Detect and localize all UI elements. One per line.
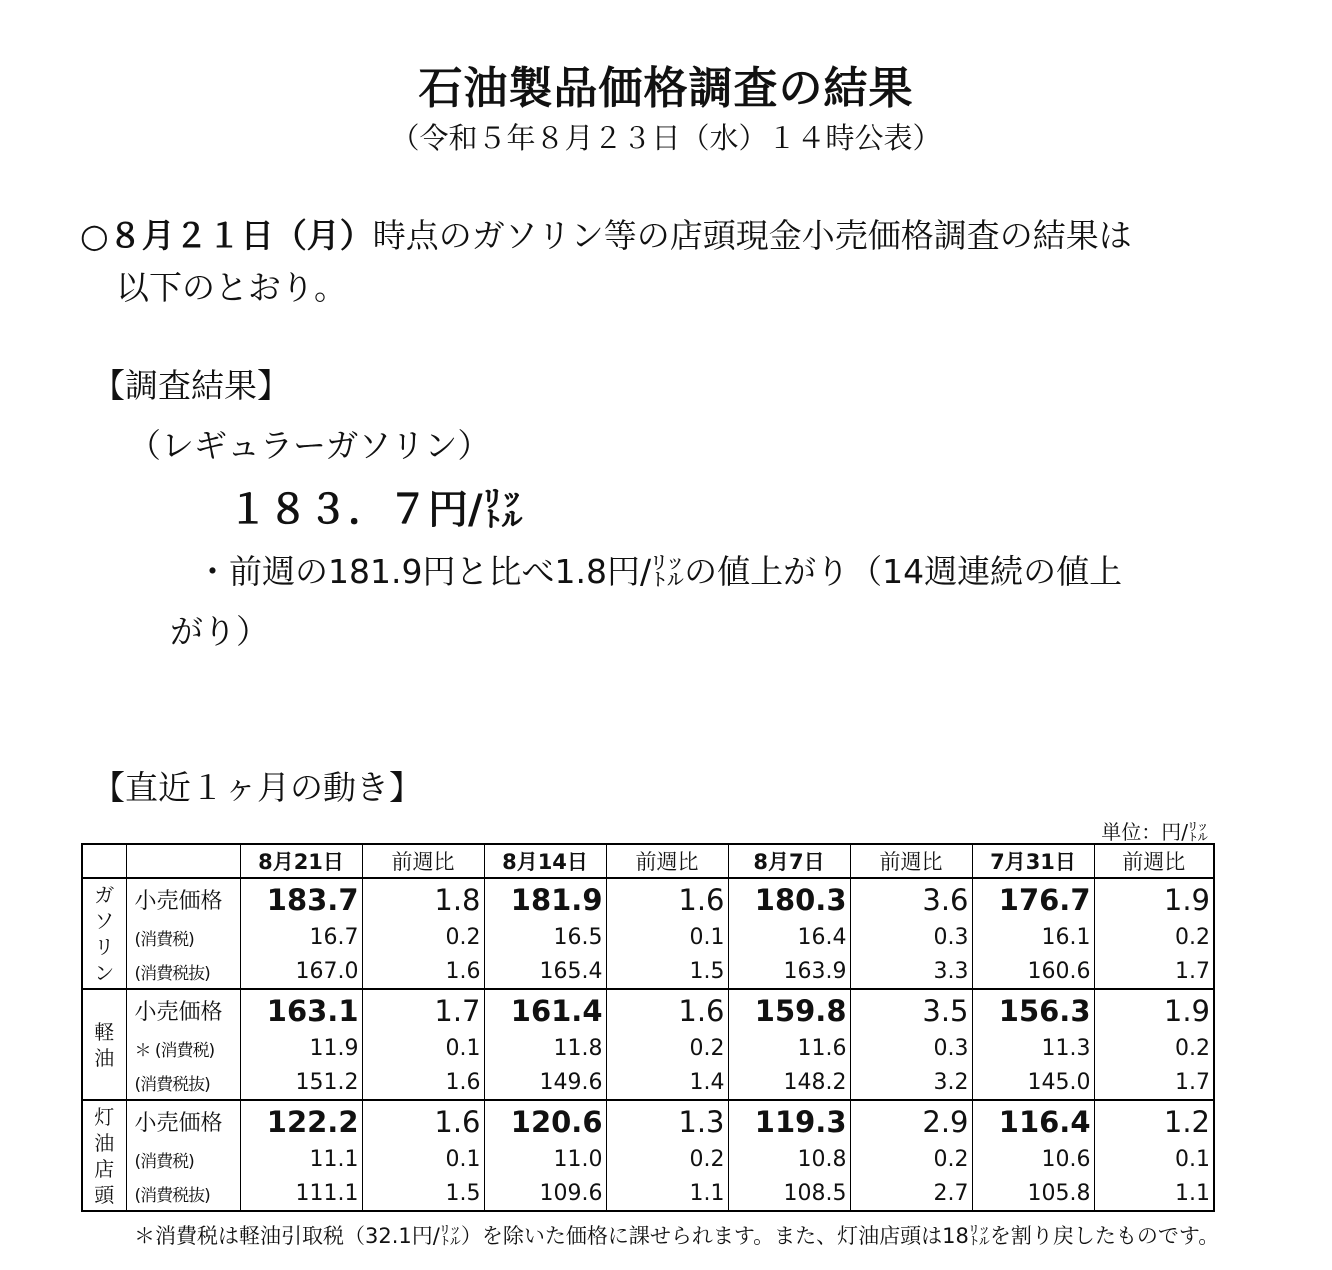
change-cell: 3.2: [850, 1065, 972, 1100]
price-cell: 108.5: [728, 1176, 850, 1211]
row-label-cell: (消費税): [126, 1142, 240, 1176]
table-row: [82, 1065, 1214, 1100]
page-title: 石油製品価格調査の結果: [418, 63, 914, 114]
row-label-cell: (消費税抜): [126, 1065, 240, 1100]
price-cell: 151.2: [240, 1065, 362, 1100]
change-cell: 1.5: [606, 954, 728, 989]
change-cell: 0.3: [850, 920, 972, 954]
row-label-cell: (消費税抜): [126, 954, 240, 989]
regular-gasoline-price: １８３．７円/㍑: [228, 487, 523, 533]
table-row: [82, 878, 1214, 920]
header-date-cell: 7月31日: [972, 844, 1094, 878]
price-cell: 10.8: [728, 1142, 850, 1176]
row-label-cell: ＊ (消費税): [126, 1031, 240, 1065]
header-cell: [82, 844, 126, 878]
price-cell: 105.8: [972, 1176, 1094, 1211]
row-label-cell: 小売価格: [126, 1100, 240, 1142]
price-cell: 11.9: [240, 1031, 362, 1065]
header-date-cell: 8月21日: [240, 844, 362, 878]
survey-date: ８月２１日（月）: [108, 216, 373, 255]
change-cell: 0.2: [362, 920, 484, 954]
price-cell: 120.6: [484, 1100, 606, 1142]
category-cell: ガソリン: [82, 878, 126, 989]
table-row: [82, 1142, 1214, 1176]
price-cell: 11.3: [972, 1031, 1094, 1065]
price-cell: 159.8: [728, 989, 850, 1031]
price-cell: 149.6: [484, 1065, 606, 1100]
change-cell: 1.7: [362, 989, 484, 1031]
change-cell: 0.1: [1094, 1142, 1214, 1176]
bullet-mark: ○: [80, 216, 109, 255]
price-cell: 11.1: [240, 1142, 362, 1176]
price-cell: 122.2: [240, 1100, 362, 1142]
price-cell: 161.4: [484, 989, 606, 1031]
price-cell: 163.1: [240, 989, 362, 1031]
change-cell: 1.7: [1094, 954, 1214, 989]
diesel-group: [82, 989, 1214, 1100]
change-cell: 0.2: [606, 1031, 728, 1065]
change-cell: 2.9: [850, 1100, 972, 1142]
price-cell: 11.6: [728, 1031, 850, 1065]
price-cell: 119.3: [728, 1100, 850, 1142]
category-cell: 軽油: [82, 989, 126, 1100]
survey-results-heading: 【調査結果】: [92, 366, 290, 405]
row-label-cell: 小売価格: [126, 989, 240, 1031]
change-cell: 0.1: [362, 1031, 484, 1065]
table-row: [82, 989, 1214, 1031]
price-cell: 160.6: [972, 954, 1094, 989]
table-row: [82, 920, 1214, 954]
change-cell: 1.6: [362, 1065, 484, 1100]
lead-text: 時点のガソリン等の店頭現金小売価格調査の結果は: [372, 216, 1132, 255]
price-cell: 183.7: [240, 878, 362, 920]
change-cell: 3.5: [850, 989, 972, 1031]
change-cell: 1.8: [362, 878, 484, 920]
table-header-row: [82, 844, 1214, 878]
lead-paragraph-line2: 以下のとおり。: [116, 268, 347, 307]
weekly-comparison-line1: ・前週の181.9円と比べ1.8円/㍑の値上がり（14週連続の値上: [196, 552, 1123, 591]
change-cell: 1.5: [362, 1176, 484, 1211]
recent-month-heading: 【直近１ヶ月の動き】: [92, 768, 422, 807]
kerosene-group: [82, 1100, 1214, 1211]
change-cell: 3.6: [850, 878, 972, 920]
change-cell: 1.1: [1094, 1176, 1214, 1211]
change-cell: 1.7: [1094, 1065, 1214, 1100]
change-cell: 0.1: [606, 920, 728, 954]
table-row: [82, 1176, 1214, 1211]
change-cell: 0.2: [1094, 1031, 1214, 1065]
price-cell: 109.6: [484, 1176, 606, 1211]
price-cell: 16.4: [728, 920, 850, 954]
change-cell: 1.6: [362, 1100, 484, 1142]
price-cell: 16.7: [240, 920, 362, 954]
change-cell: 1.6: [362, 954, 484, 989]
header-date-cell: 8月14日: [484, 844, 606, 878]
price-cell: 148.2: [728, 1065, 850, 1100]
price-cell: 16.5: [484, 920, 606, 954]
price-table: [81, 843, 1215, 1212]
weekly-comparison-line2: がり）: [170, 612, 269, 651]
header-date-cell: 8月7日: [728, 844, 850, 878]
table-row: [82, 954, 1214, 989]
change-cell: 0.1: [362, 1142, 484, 1176]
price-cell: 163.9: [728, 954, 850, 989]
price-cell: 181.9: [484, 878, 606, 920]
gasoline-group: [82, 878, 1214, 989]
regular-gasoline-heading: （レギュラーガソリン）: [128, 426, 491, 465]
header-change-cell: 前週比: [362, 844, 484, 878]
table-row: [82, 1100, 1214, 1142]
price-cell: 180.3: [728, 878, 850, 920]
table-row: [82, 1031, 1214, 1065]
price-cell: 111.1: [240, 1176, 362, 1211]
price-cell: 165.4: [484, 954, 606, 989]
change-cell: 1.3: [606, 1100, 728, 1142]
change-cell: 0.2: [850, 1142, 972, 1176]
lead-paragraph-line1: [80, 210, 1132, 257]
category-cell: 灯油店頭: [82, 1100, 126, 1211]
change-cell: 1.6: [606, 989, 728, 1031]
price-cell: 16.1: [972, 920, 1094, 954]
price-cell: 145.0: [972, 1065, 1094, 1100]
header-change-cell: 前週比: [606, 844, 728, 878]
change-cell: 0.2: [1094, 920, 1214, 954]
change-cell: 1.4: [606, 1065, 728, 1100]
change-cell: 1.9: [1094, 878, 1214, 920]
header-change-cell: 前週比: [1094, 844, 1214, 878]
change-cell: 0.3: [850, 1031, 972, 1065]
price-cell: 167.0: [240, 954, 362, 989]
price-cell: 116.4: [972, 1100, 1094, 1142]
change-cell: 1.9: [1094, 989, 1214, 1031]
change-cell: 1.1: [606, 1176, 728, 1211]
row-label-cell: 小売価格: [126, 878, 240, 920]
footnote: ＊消費税は軽油引取税（32.1円/㍑）を除いた価格に課せられます。また、灯油店頭は18㍑を割り戻したものです。: [134, 1224, 1220, 1248]
price-cell: 176.7: [972, 878, 1094, 920]
price-cell: 11.0: [484, 1142, 606, 1176]
change-cell: 1.2: [1094, 1100, 1214, 1142]
change-cell: 1.6: [606, 878, 728, 920]
price-cell: 10.6: [972, 1142, 1094, 1176]
change-cell: 0.2: [606, 1142, 728, 1176]
row-label-cell: (消費税抜): [126, 1176, 240, 1211]
price-cell: 156.3: [972, 989, 1094, 1031]
change-cell: 3.3: [850, 954, 972, 989]
header-change-cell: 前週比: [850, 844, 972, 878]
header-cell: [126, 844, 240, 878]
price-cell: 11.8: [484, 1031, 606, 1065]
publication-date: （令和５年８月２３日（水）１４時公表）: [390, 121, 942, 155]
change-cell: 2.7: [850, 1176, 972, 1211]
row-label-cell: (消費税): [126, 920, 240, 954]
unit-label: 単位：円/㍑: [1101, 820, 1208, 844]
